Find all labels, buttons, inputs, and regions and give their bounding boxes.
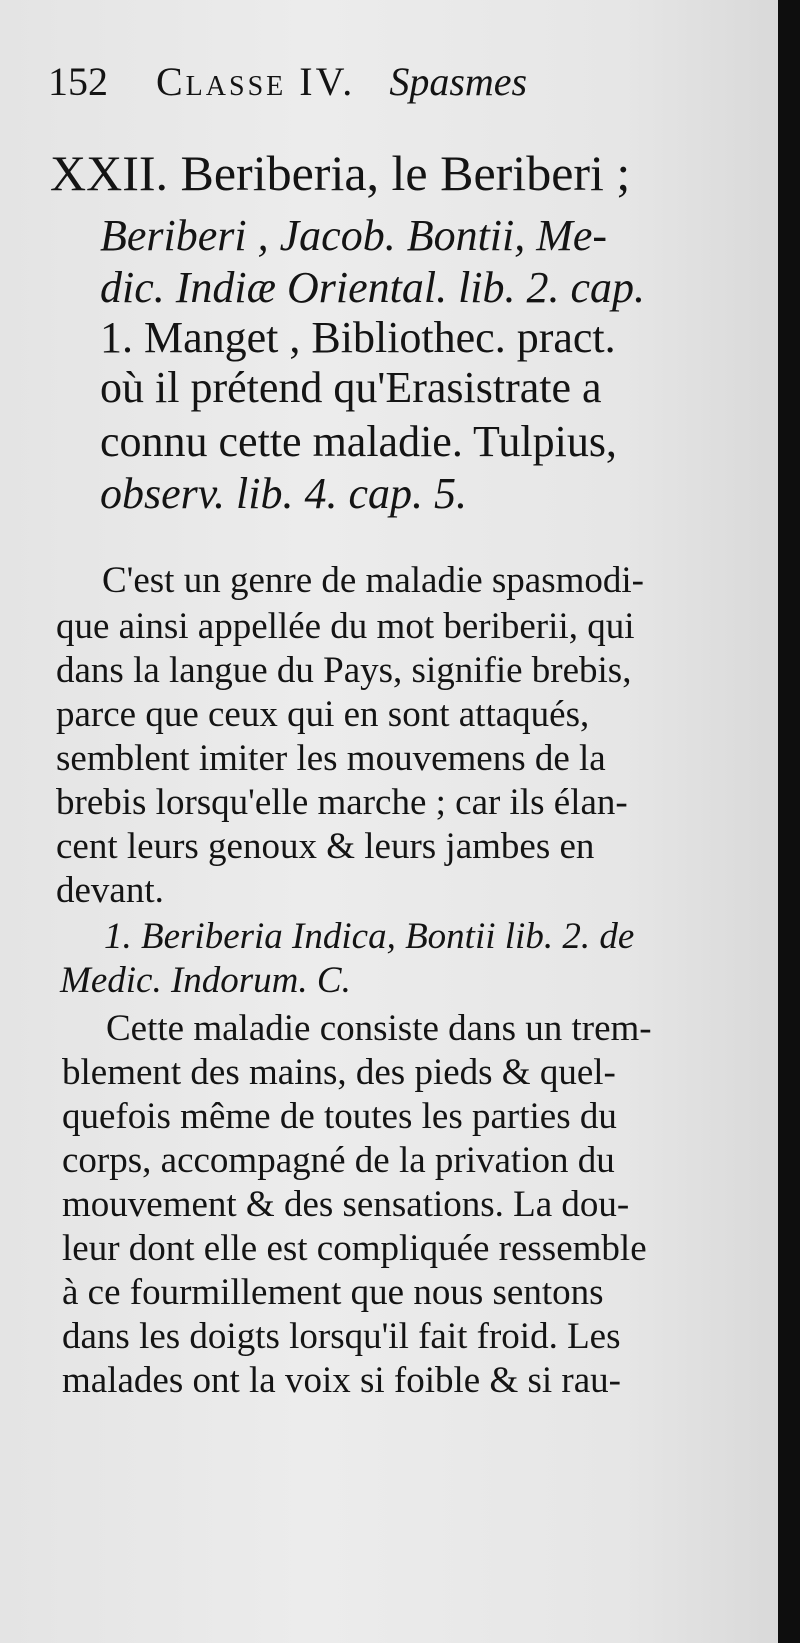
species-description-line: quefois même de toutes les parties du <box>62 1096 617 1137</box>
description-line: devant. <box>56 870 164 911</box>
description-line: semblent imiter les mouvemens de la <box>56 738 606 779</box>
species-description-line: corps, accompagné de la privation du <box>62 1140 615 1181</box>
description-line: C'est un genre de maladie spasmodi- <box>102 560 644 601</box>
species-description-line: blement des mains, des pieds & quel- <box>62 1052 616 1093</box>
classe-label: Classe IV. <box>156 59 356 104</box>
description-line: dans la langue du Pays, signifie brebis, <box>56 650 632 691</box>
section-label: Spasmes <box>389 59 528 104</box>
description-line: parce que ceux qui en sont attaqués, <box>56 694 590 735</box>
page-number: 152 <box>48 59 108 104</box>
species-description-line: Cette maladie consiste dans un trem- <box>106 1008 652 1049</box>
description-line: que ainsi appellée du mot beriberii, qui <box>56 606 635 647</box>
species-description-line: mouvement & des sensations. La dou- <box>62 1184 630 1225</box>
species-description-line: dans les doigts lorsqu'il fait froid. Les <box>62 1316 621 1357</box>
description-line: brebis lorsqu'elle marche ; car ils élan- <box>56 782 628 823</box>
entry-line: connu cette maladie. Tulpius, <box>100 417 617 466</box>
book-spine-shadow <box>778 0 800 1643</box>
entry-line: où il prétend qu'Erasistrate a <box>100 363 602 412</box>
running-head <box>48 59 608 104</box>
entry-line: Beriberi , Jacob. Bontii, Me- <box>100 211 608 260</box>
species-line: 1. Beriberia Indica, Bontii lib. 2. de <box>104 916 635 957</box>
species-description-line: à ce fourmillement que nous sentons <box>62 1272 604 1313</box>
entry-title: XXII. Beriberia, le Beriberi ; <box>50 145 631 201</box>
entry-line: observ. lib. 4. cap. 5. <box>100 469 468 518</box>
species-description-line: malades ont la voix si foible & si rau- <box>62 1360 621 1401</box>
species-description-line: leur dont elle est compliquée ressemble <box>62 1228 647 1269</box>
entry-line: 1. Manget , Bibliothec. pract. <box>100 313 616 362</box>
entry-line: dic. Indiæ Oriental. lib. 2. cap. <box>100 263 646 312</box>
species-line: Medic. Indorum. C. <box>60 960 351 1001</box>
description-line: cent leurs genoux & leurs jambes en <box>56 826 595 867</box>
